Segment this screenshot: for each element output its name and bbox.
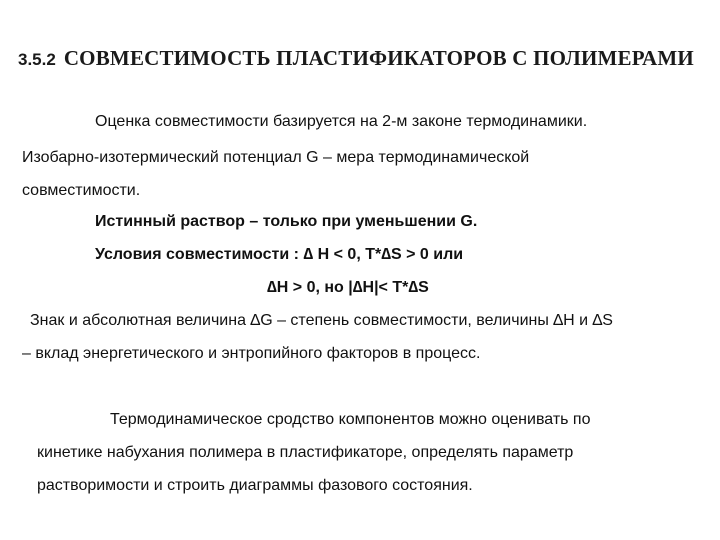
paragraph1-line1: Оценка совместимости базируется на 2-м законе термодинамики. [95,113,588,130]
paragraph3-line3: растворимости и строить диаграммы фазового состояния. [37,477,473,494]
paragraph1-line2: Изобарно-изотермический потенциал G – мера термодинамической [22,149,530,166]
paragraph2-line1: Знак и абсолютная величина ∆G – степень совместимости, величины ∆H и ∆S [30,312,613,329]
paragraph3-line2: кинетике набухания полимера в пластификаторе, определять параметр [37,444,574,461]
section-number: 3.5.2 [18,50,56,69]
paragraph3-line1: Термодинамическое сродство компонентов можно оценивать по [110,411,591,428]
paragraph1-line3: совместимости. [22,182,141,199]
section-heading [18,46,694,71]
section-title: СОВМЕСТИМОСТЬ ПЛАСТИФИКАТОРОВ С ПОЛИМЕРАМИ [63,46,694,70]
true-solution-statement: Истинный раствор – только при уменьшении G. [95,213,478,230]
conditions-line1: Условия совместимости : ∆ H < 0, T*∆S > 0 или [95,246,464,263]
conditions-line2: ∆H > 0, но |∆H|< T*∆S [267,279,429,296]
paragraph2-line2: – вклад энергетического и энтропийного факторов в процесс. [22,345,481,362]
